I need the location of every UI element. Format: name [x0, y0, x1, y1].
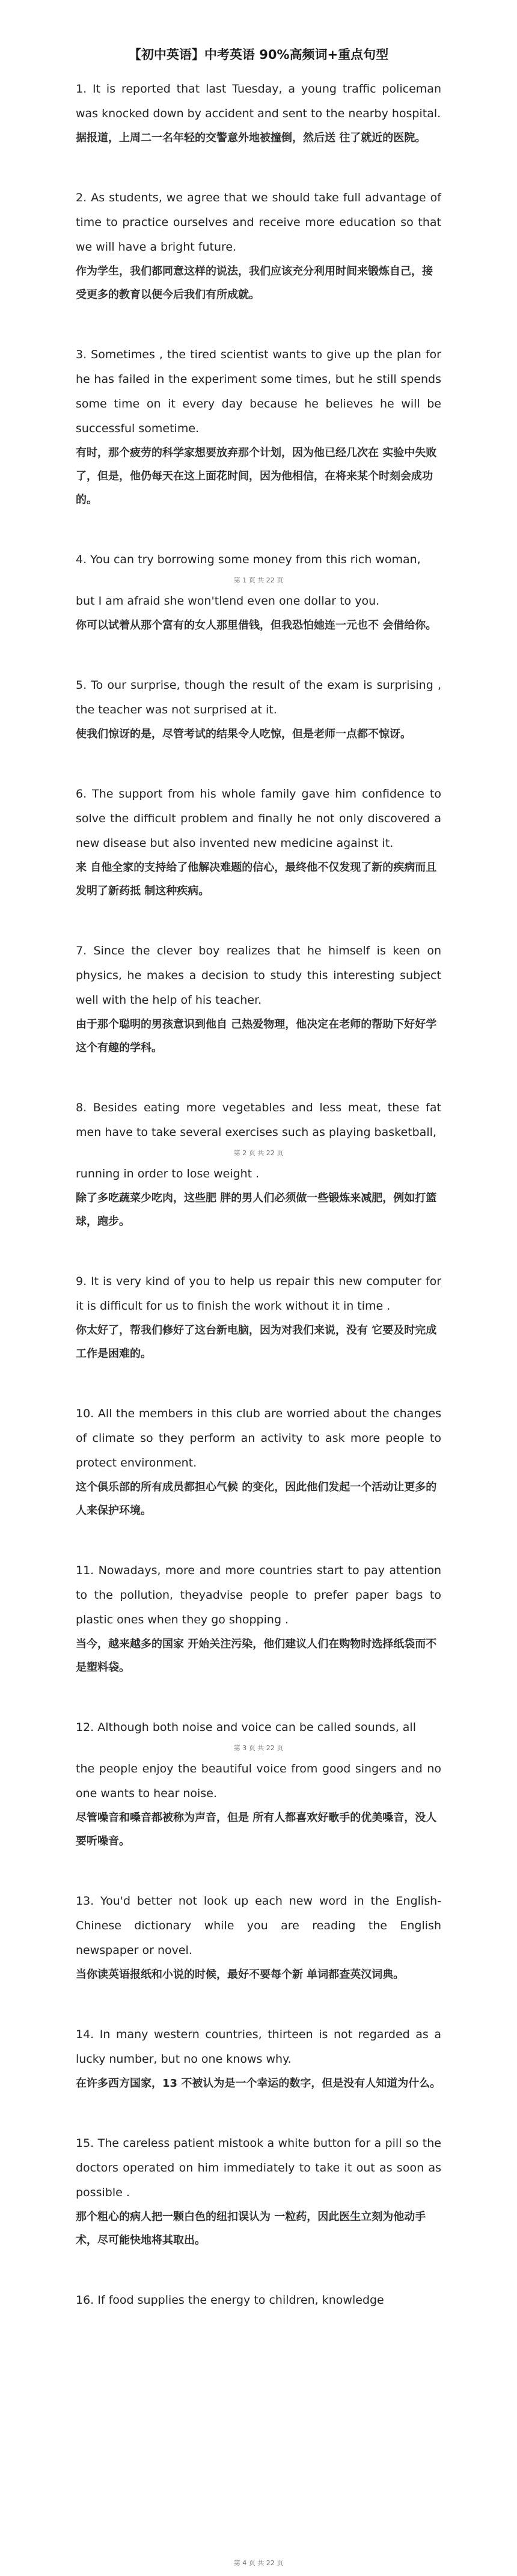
chinese-translation: 你太好了，帮我们修好了这台新电脑，因为对我们来说，没有 它要及时完成工作是困难的。 — [76, 1324, 437, 1360]
chinese-translation: 当你读英语报纸和小说的时候，最好不要每个新 单词都查英汉词典。 — [76, 1968, 405, 1981]
english-sentence: 11. Nowadays, more and more countries start to pay attention to the pollution, theyadvise people to prefer paper bags to plastic ones when they go shopping . — [76, 1564, 441, 1626]
page-number-marker: 第 3 页 共 22 页 — [233, 1744, 284, 1752]
chinese-translation: 当今，越来越多的国家 开始关注污染，他们建议人们在购物时选择纸袋而不是塑料袋。 — [76, 1638, 437, 1674]
english-sentence: 4. You can try borrowing some money from this rich woman, — [76, 553, 421, 566]
chinese-translation: 作为学生，我们都同意这样的说法，我们应该充分利用时间来锻炼自己，接受更多的教育以便今后我们有所成就。 — [76, 265, 433, 301]
list-item — [76, 2288, 441, 2313]
english-sentence: 12. Although both noise and voice can be called sounds, all — [76, 1721, 416, 1734]
list-item — [76, 186, 441, 307]
chinese-translation: 那个粗心的病人把一颗白色的纽扣误认为 一粒药，因此医生立刻为他动手术，尽可能快地将其取出。 — [76, 2211, 426, 2247]
english-sentence: 2. As students, we agree that we should take full advantage of time to practice ourselves and receive more education so that we will have a bright future. — [76, 191, 441, 254]
english-sentence: 7. Since the clever boy realizes that he himself is keen on physics, he makes a decision to study this interesting subject well with the help of his teacher. — [76, 944, 441, 1007]
english-sentence: 5. To our surprise, though the result of the exam is surprising , the teacher was not surprised at it. — [76, 679, 441, 716]
chinese-translation: 这个俱乐部的所有成员都担心气候 的变化，因此他们发起一个活动让更多的人来保护环境。 — [76, 1481, 437, 1517]
page-number-marker: 第 1 页 共 22 页 — [233, 576, 284, 584]
chinese-translation: 由于那个聪明的男孩意识到他自 己热爱物理，他决定在老师的帮助下好好学这个有趣的学科。 — [76, 1018, 437, 1054]
list-item — [76, 1558, 441, 1679]
list-item — [76, 939, 441, 1060]
list-item — [76, 1096, 441, 1233]
list-item — [76, 673, 441, 746]
list-item — [76, 548, 441, 637]
english-sentence: 1. It is reported that last Tuesday, a young traffic policeman was knocked down by accident and sent to the nearby hospital. — [76, 82, 441, 120]
page-title: 【初中英语】中考英语 90%高频词+重点句型 — [128, 47, 389, 62]
english-sentence: 15. The careless patient mistook a white button for a pill so the doctors operated on him immediately to take it out as soon as possible . — [76, 2137, 441, 2199]
english-sentence: 10. All the members in this club are worried about the changes of climate so they perform an activity to ask more people to protect environment. — [76, 1407, 441, 1470]
english-sentence: 3. Sometimes , the tired scientist wants to give up the plan for he has failed in the experiment some times, but he still spends some time on it every day because he believes he will be successful sometime. — [76, 348, 441, 435]
english-sentence: 8. Besides eating more vegetables and less meat, these fat men have to take several exercises such as playing basketball, — [76, 1101, 441, 1139]
page-number-marker: 第 4 页 共 22 页 — [233, 2559, 284, 2567]
page-number-marker: 第 2 页 共 22 页 — [233, 1149, 284, 1157]
chinese-translation: 有时，那个疲劳的科学家想要放弃那个计划，因为他已经几次在 实验中失败了，但是，他仍每天在这上面花时间，因为他相信，在将来某个时刻会成功 的。 — [76, 447, 437, 506]
chinese-translation: 使我们惊讶的是，尽管考试的结果令人吃惊，但是老师一点都不惊讶。 — [76, 728, 411, 740]
list-item — [76, 1889, 441, 1986]
chinese-translation: 来 自他全家的支持给了他解决难题的信心，最终他不仅发现了新的疾病而且发明了新药抵 制这种疾病。 — [76, 861, 437, 897]
list-item — [76, 2022, 441, 2095]
chinese-translation: 据报道，上周二一名年轻的交警意外地被撞倒，然后送 往了就近的医院。 — [76, 132, 426, 144]
list-item — [76, 343, 441, 511]
list-item — [76, 1269, 441, 1366]
chinese-translation: 除了多吃蔬菜少吃肉，这些肥 胖的男人们必须做一些锻炼来减肥，例如打篮球，跑步。 — [76, 1192, 437, 1228]
chinese-translation: 你可以试着从那个富有的女人那里借钱，但我恐怕她连一元也不 会借给你。 — [76, 619, 437, 632]
list-item — [76, 2131, 441, 2252]
english-sentence: 13. You'd better not look up each new word in the English-Chinese dictionary while you are reading the English newspaper or novel. — [76, 1894, 441, 1957]
english-sentence-continued: but I am afraid she won'tlend even one dollar to you. — [76, 594, 380, 608]
english-sentence: 9. It is very kind of you to help us repair this new computer for it is difficult for us to finish the work without it in time . — [76, 1275, 441, 1313]
list-item — [76, 782, 441, 903]
english-sentence: 14. In many western countries, thirteen is not regarded as a lucky number, but no one knows why. — [76, 2028, 441, 2066]
english-sentence-continued: running in order to lose weight . — [76, 1167, 260, 1180]
english-sentence: 16. If food supplies the energy to children, knowledge — [76, 2294, 384, 2307]
list-item — [76, 1402, 441, 1522]
chinese-translation: 在许多西方国家，13 不被认为是一个幸运的数字，但是没有人知道为什么。 — [76, 2077, 441, 2090]
english-sentence: 6. The support from his whole family gave him confidence to solve the difficult problem and finally he not only discovered a new disease but also invented new medicine against it. — [76, 787, 441, 850]
english-sentence-continued: the people enjoy the beautiful voice from good singers and no one wants to hear noise. — [76, 1762, 441, 1800]
list-item — [76, 77, 441, 150]
chinese-translation: 尽管噪音和嗓音都被称为声音，但是 所有人都喜欢好歌手的优美嗓音，没人要听噪音。 — [76, 1811, 437, 1848]
list-item — [76, 1715, 441, 1853]
